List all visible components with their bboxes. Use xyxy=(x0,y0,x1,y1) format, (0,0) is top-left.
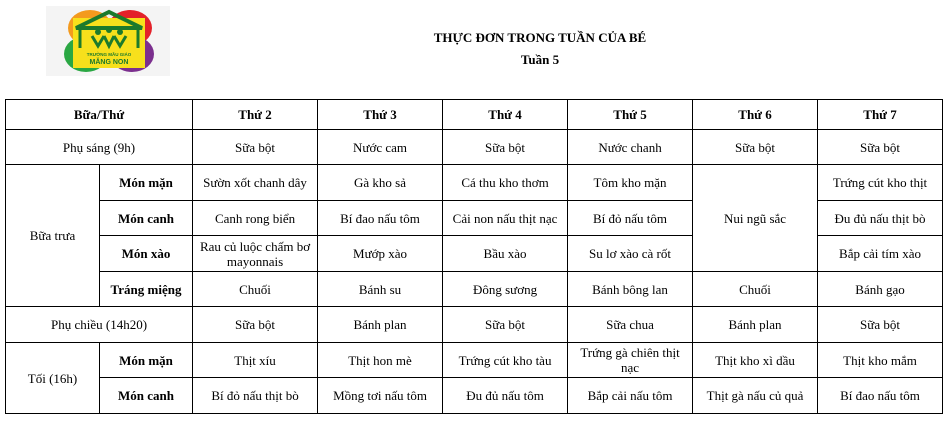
row-toi-man xyxy=(6,343,943,378)
col-header-day: Thứ 4 xyxy=(443,100,568,130)
menu-cell: Sữa bột xyxy=(443,307,568,343)
menu-cell: Bắp cải nấu tôm xyxy=(568,378,693,414)
school-logo xyxy=(46,6,170,76)
menu-cell: Thịt kho mắm xyxy=(818,343,943,378)
meal-label: Phụ sáng (9h) xyxy=(6,130,193,165)
menu-cell: Nước chanh xyxy=(568,130,693,165)
menu-cell: Bầu xào xyxy=(443,236,568,272)
meal-label: Phụ chiều (14h20) xyxy=(6,307,193,343)
menu-cell: Trứng cút kho tàu xyxy=(443,343,568,378)
menu-cell: Sữa bột xyxy=(443,130,568,165)
col-header-day: Thứ 6 xyxy=(693,100,818,130)
menu-cell: Đông sương xyxy=(443,272,568,307)
col-header-day: Thứ 3 xyxy=(318,100,443,130)
menu-cell: Tôm kho mặn xyxy=(568,165,693,201)
logo-school-line: TRƯỜNG MẦU GIÁO xyxy=(86,52,132,57)
week-label: Tuần 5 xyxy=(520,52,560,67)
menu-cell: Chuối xyxy=(193,272,318,307)
col-header-day: Thứ 7 xyxy=(818,100,943,130)
header-row xyxy=(6,100,943,130)
col-header-day: Thứ 2 xyxy=(193,100,318,130)
menu-cell: Rau củ luộc chấm bơ mayonnais xyxy=(193,236,318,272)
menu-cell: Bánh plan xyxy=(318,307,443,343)
menu-cell: Sữa bột xyxy=(193,130,318,165)
meal-label: Tối (16h) xyxy=(6,343,100,414)
menu-cell: Bí đao nấu tôm xyxy=(818,378,943,414)
menu-cell: Bánh su xyxy=(318,272,443,307)
menu-cell: Sữa bột xyxy=(693,130,818,165)
col-header-day: Thứ 5 xyxy=(568,100,693,130)
menu-cell: Thịt xíu xyxy=(193,343,318,378)
menu-cell: Bắp cải tím xào xyxy=(818,236,943,272)
menu-cell: Bí đao nấu tôm xyxy=(318,201,443,236)
menu-cell: Sữa bột xyxy=(193,307,318,343)
menu-cell: Trứng gà chiên thịt nạc xyxy=(568,343,693,378)
menu-cell: Bí đỏ nấu thịt bò xyxy=(193,378,318,414)
menu-cell: Thịt kho xì dầu xyxy=(693,343,818,378)
row-trua-man xyxy=(6,165,943,201)
school-logo-graphic xyxy=(46,6,170,76)
weekly-menu-table xyxy=(5,99,943,414)
menu-cell: Thịt hon mè xyxy=(318,343,443,378)
dish-type-label: Tráng miệng xyxy=(100,272,193,307)
menu-cell: Bí đỏ nấu tôm xyxy=(568,201,693,236)
col-header-meal: Bữa/Thứ xyxy=(6,100,193,130)
menu-cell: Sữa bột xyxy=(818,130,943,165)
row-phu-sang xyxy=(6,130,943,165)
menu-cell: Chuối xyxy=(693,272,818,307)
dish-type-label: Món canh xyxy=(100,201,193,236)
meal-label: Bữa trưa xyxy=(6,165,100,307)
dish-type-label: Món canh xyxy=(100,378,193,414)
row-trang-mieng xyxy=(6,272,943,307)
menu-cell: Bánh bông lan xyxy=(568,272,693,307)
menu-cell: Mướp xào xyxy=(318,236,443,272)
menu-cell: Thịt gà nấu củ quả xyxy=(693,378,818,414)
menu-cell: Bánh gạo xyxy=(818,272,943,307)
dish-type-label: Món xào xyxy=(100,236,193,272)
menu-cell: Đu đủ nấu thịt bò xyxy=(818,201,943,236)
menu-cell: Su lơ xào cà rốt xyxy=(568,236,693,272)
menu-cell: Trứng cút kho thịt xyxy=(818,165,943,201)
menu-cell: Đu đủ nấu tôm xyxy=(443,378,568,414)
menu-cell-merged: Nui ngũ sắc xyxy=(693,165,818,272)
title-block xyxy=(420,30,660,68)
menu-cell: Sườn xốt chanh dây xyxy=(193,165,318,201)
menu-cell: Canh rong biển xyxy=(193,201,318,236)
dish-type-label: Món mặn xyxy=(100,343,193,378)
menu-cell: Mồng tơi nấu tôm xyxy=(318,378,443,414)
row-phu-chieu xyxy=(6,307,943,343)
menu-cell: Sữa chua xyxy=(568,307,693,343)
menu-cell: Cải non nấu thịt nạc xyxy=(443,201,568,236)
menu-cell: Gà kho sả xyxy=(318,165,443,201)
dish-type-label: Món mặn xyxy=(100,165,193,201)
page-title: THỰC ĐƠN TRONG TUẦN CỦA BÉ xyxy=(433,30,647,45)
row-toi-canh xyxy=(6,378,943,414)
menu-cell: Cá thu kho thơm xyxy=(443,165,568,201)
menu-cell: Bánh plan xyxy=(693,307,818,343)
menu-cell: Sữa bột xyxy=(818,307,943,343)
menu-cell: Nước cam xyxy=(318,130,443,165)
logo-school-name: MĂNG NON xyxy=(89,59,129,66)
